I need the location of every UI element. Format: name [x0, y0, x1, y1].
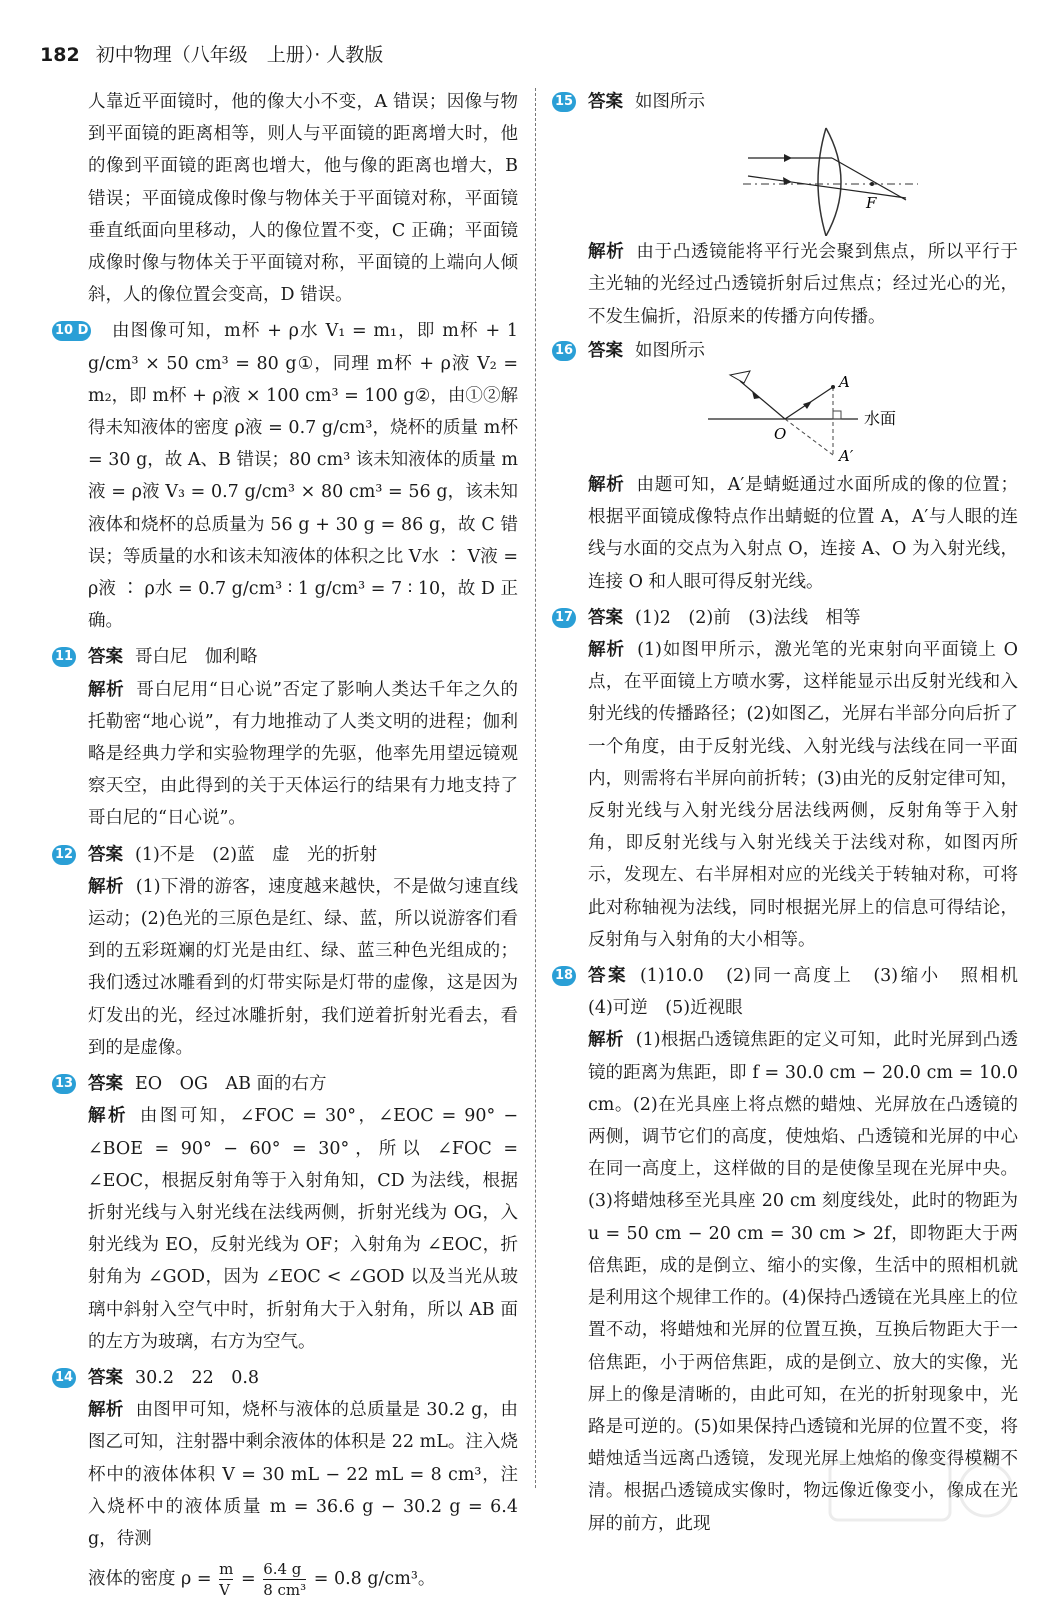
question-number-badge: 15	[552, 92, 576, 112]
answer-label: 答案	[588, 340, 623, 361]
question-number-badge: 12	[52, 845, 76, 865]
answer-text: 如图所示	[635, 340, 705, 361]
analysis-label: 解析	[88, 876, 124, 897]
question-12	[55, 839, 518, 1064]
analysis-label: 解析	[588, 242, 625, 263]
question-18	[555, 960, 1036, 1540]
analysis-label: 解析	[588, 475, 625, 496]
analysis-text: 由图像可知，m杯 + ρ水 V₁ = m₁，即 m杯 + 1 g/cm³ × 50 cm³ = 80 g①，同理 m杯 + ρ液 V₂ = m₂，即 m杯 + ρ液 × 100 cm³ = 100 g②，由①②解得未知液体的密度 ρ液 = 0.7 g/cm³，烧杯的质量 m杯 = 30 g，故 A、B 错误；80 cm³ 该未知液体的质量 m液 = ρ液 V₃ = 0.7 g/cm³ × 80 cm³ = 56 g，该未知液体和烧杯的总质量为 56 g + 30 g = 86 g，故 C 错误；等质量的水和该未知液体的体积之比 V水 ∶ V液 = ρ液 ∶ ρ水 = 0.7 g/cm³ ∶ 1 g/cm³ = 7 ∶ 10，故 D 正确。	[88, 321, 518, 632]
analysis-text: 哥白尼用“日心说”否定了影响人类达千年之久的托勒密“地心说”，有力地推动了人类文明的进程；伽利略是经典力学和实验物理学的先驱，他率先用望远镜观察天空，由此得到的关于天体运行的结果有力地支持了哥白尼的“日心说”。	[88, 679, 518, 829]
page-header	[40, 40, 383, 67]
analysis-label: 解析	[88, 1106, 128, 1127]
question-16	[555, 335, 1018, 598]
analysis-text: (1)下滑的游客，速度越来越快，不是做匀速直线运动；(2)色光的三原色是红、绿、蓝，所以说游客们看到的五彩斑斓的灯光是由红、绿、蓝三种色光组成的；我们透过冰雕看到的灯带实际是灯带的虚像，这是因为灯发出的光，经过冰雕折射，我们逆着折射光看去，看到的是虚像。	[88, 876, 518, 1058]
reflection-diagram	[588, 367, 1018, 469]
page-number: 182	[40, 44, 80, 66]
analysis-label: 解析	[88, 1400, 124, 1421]
answer-label: 答案	[88, 1074, 123, 1095]
fraction-values: $\frac{6.4 g}{\text{8 cm³}}$	[263, 1560, 307, 1600]
answer-text: EO OG AB 面的右方	[135, 1074, 327, 1095]
left-column	[55, 86, 518, 1600]
answer-label: 答案	[588, 966, 628, 987]
analysis-label: 解析	[588, 640, 626, 661]
answer-text: 哥白尼 伽利略	[135, 647, 258, 668]
analysis-label: 解析	[88, 679, 125, 700]
analysis-label: 解析	[588, 1030, 624, 1051]
answer-text: (1)2 (2)前 (3)法线 相等	[635, 607, 861, 628]
convex-lens-diagram	[588, 118, 1018, 236]
right-column	[555, 86, 1036, 1540]
question-number-badge: 13	[52, 1074, 76, 1094]
question-15	[555, 86, 1019, 333]
analysis-text: 由图甲可知，烧杯与液体的总质量是 30.2 g，由图乙可知，注射器中剩余液体的体积是 22 mL。注入烧杯中的液体体积 V = 30 mL − 22 mL = 8 cm³，注入烧杯中的液体质量 m = 36.6 g − 30.2 g = 6.4 g，待测	[88, 1400, 518, 1549]
fraction-m-v: $\frac{m}{V}$	[219, 1560, 234, 1600]
density-formula: 液体的密度 ρ = $\frac{m}{V}$ = $\frac{6.4 g}{\text{8 cm³}}$ = 0.8 g/cm³。	[88, 1560, 436, 1600]
analysis-text: 由图可知，∠FOC = 30°，∠EOC = 90° − ∠BOE = 90° − 60° = 30°，所以 ∠FOC = ∠EOC，根据反射角等于入射角知，CD 为法线，根据折射光线与入射光线在法线两侧，折射光线为 OG，入射光线为 EO，反射光线为 OF；入射角为 ∠EOC，折射角为 ∠GOD，因为 ∠EOC < ∠GOD 以及当光从玻璃中斜射入空气中时，折射角大于入射角，所以 AB 面的左方为玻璃，右方为空气。	[88, 1106, 518, 1352]
focus-label: F	[866, 194, 877, 213]
column-divider	[535, 88, 536, 1488]
question-10	[55, 315, 518, 637]
question-number-badge: 11	[52, 647, 76, 667]
answer-text: (1)10.0 (2)同一高度上 (3)缩小 照相机 (4)可逆 (5)近视眼	[588, 966, 1036, 1019]
question-number-badge: 14	[52, 1368, 76, 1388]
question-number-badge: 10 D	[52, 321, 91, 341]
analysis-text: 由于凸透镜能将平行光会聚到焦点，所以平行于主光轴的光经过凸透镜折射后过焦点；经过光心的光，不发生偏折，沿原来的传播方向传播。	[588, 242, 1019, 327]
answer-text: 如图所示	[635, 92, 705, 112]
book-title: 初中物理（八年级 上册）· 人教版	[95, 44, 384, 66]
answer-label: 答案	[588, 92, 623, 112]
point-o-label: O	[774, 425, 787, 444]
analysis-text: (1)根据凸透镜焦距的定义可知，此时光屏到凸透镜的距离为焦距，即 f = 30.0 cm − 20.0 cm = 10.0 cm。(2)在光具座上将点燃的蜡烛、光屏放在凸透镜的两侧，调节它们的高度，使烛焰、凸透镜和光屏的中心在同一高度上，这样做的目的是使像呈现在光屏中央。(3)将蜡烛移至光具座 20 cm 刻度线处，此时的物距为 u = 50 cm − 20 cm = 30 cm > 2f，即物距大于两倍焦距，成的是倒立、缩小的实像，生活中的照相机就是利用这个规律工作的。(4)保持凸透镜在光具座上的位置不动，将蜡烛和光屏的位置互换，互换后物距大于一倍焦距，小于两倍焦距，成的是倒立、放大的实像，光屏上的像是清晰的，由此可知，在光的折射现象中，光路是可逆的。(5)如果保持凸透镜和光屏的位置不变，将蜡烛适当远离凸透镜，发现光屏上烛焰的像变得模糊不清。根据凸透镜成实像时，物远像近像变小，像成在光屏的前方，此现	[588, 1030, 1018, 1534]
question-17	[555, 602, 1019, 956]
question-13	[55, 1068, 518, 1358]
answer-text: (1)不是 (2)蓝 虚 光的折射	[135, 844, 378, 865]
question-14	[55, 1362, 518, 1600]
question-number-badge: 18	[552, 966, 576, 986]
analysis-text: (1)如图甲所示，激光笔的光束射向平面镜上 O 点，在平面镜上方喷水雾，这样能显示出反射光线和入射光线的传播路径；(2)如图乙，光屏右半部分向后折了一个角度，由于反射光线、入射光线与法线在同一平面内，则需将右半屏向前折转；(3)由光的反射定律可知，反射光线与入射光线分居法线两侧，反射角等于入射角，即反射光线与入射光线关于法线对称，如图丙所示，发现左、右半屏相对应的光线关于转轴对称，可将此对称轴视为法线，同时根据光屏上的信息可得结论，反射角与入射角的大小相等。	[588, 640, 1019, 950]
eye-icon	[730, 371, 750, 383]
answer-label: 答案	[88, 844, 123, 865]
watermark-logo	[826, 1456, 1026, 1526]
point-a-label: A	[839, 373, 850, 392]
analysis-text: 由题可知，A′是蜻蜓通过水面所成的像的位置；根据平面镜成像特点作出蜻蜓的位置 A，A′与人眼的连线与水面的交点为入射点 O，连接 A、O 为入射光线，连接 O 和人眼可得反射光线。	[588, 475, 1018, 592]
question-11	[55, 641, 518, 834]
answer-label: 答案	[88, 647, 123, 668]
continuation-paragraph: 人靠近平面镜时，他的像大小不变，A 错误；因像与物到平面镜的距离相等，则人与平面镜的距离增大时，他的像到平面镜的距离也增大，他与像的距离也增大，B 错误；平面镜成像时像与物体关于平面镜对称，平面镜垂直纸面向里移动，人的像位置不变，C 正确；平面镜成像时像与物体关于平面镜对称，平面镜的上端向人倾斜，人的像位置会变高，D 错误。	[88, 92, 518, 306]
answer-label: 答案	[588, 607, 623, 628]
water-surface-label: 水面	[864, 409, 897, 429]
answer-text: 30.2 22 0.8	[135, 1367, 260, 1388]
answer-label: 答案	[88, 1367, 123, 1388]
question-number-badge: 16	[552, 341, 576, 361]
point-a-prime-label: A′	[839, 447, 854, 466]
question-number-badge: 17	[552, 608, 576, 628]
